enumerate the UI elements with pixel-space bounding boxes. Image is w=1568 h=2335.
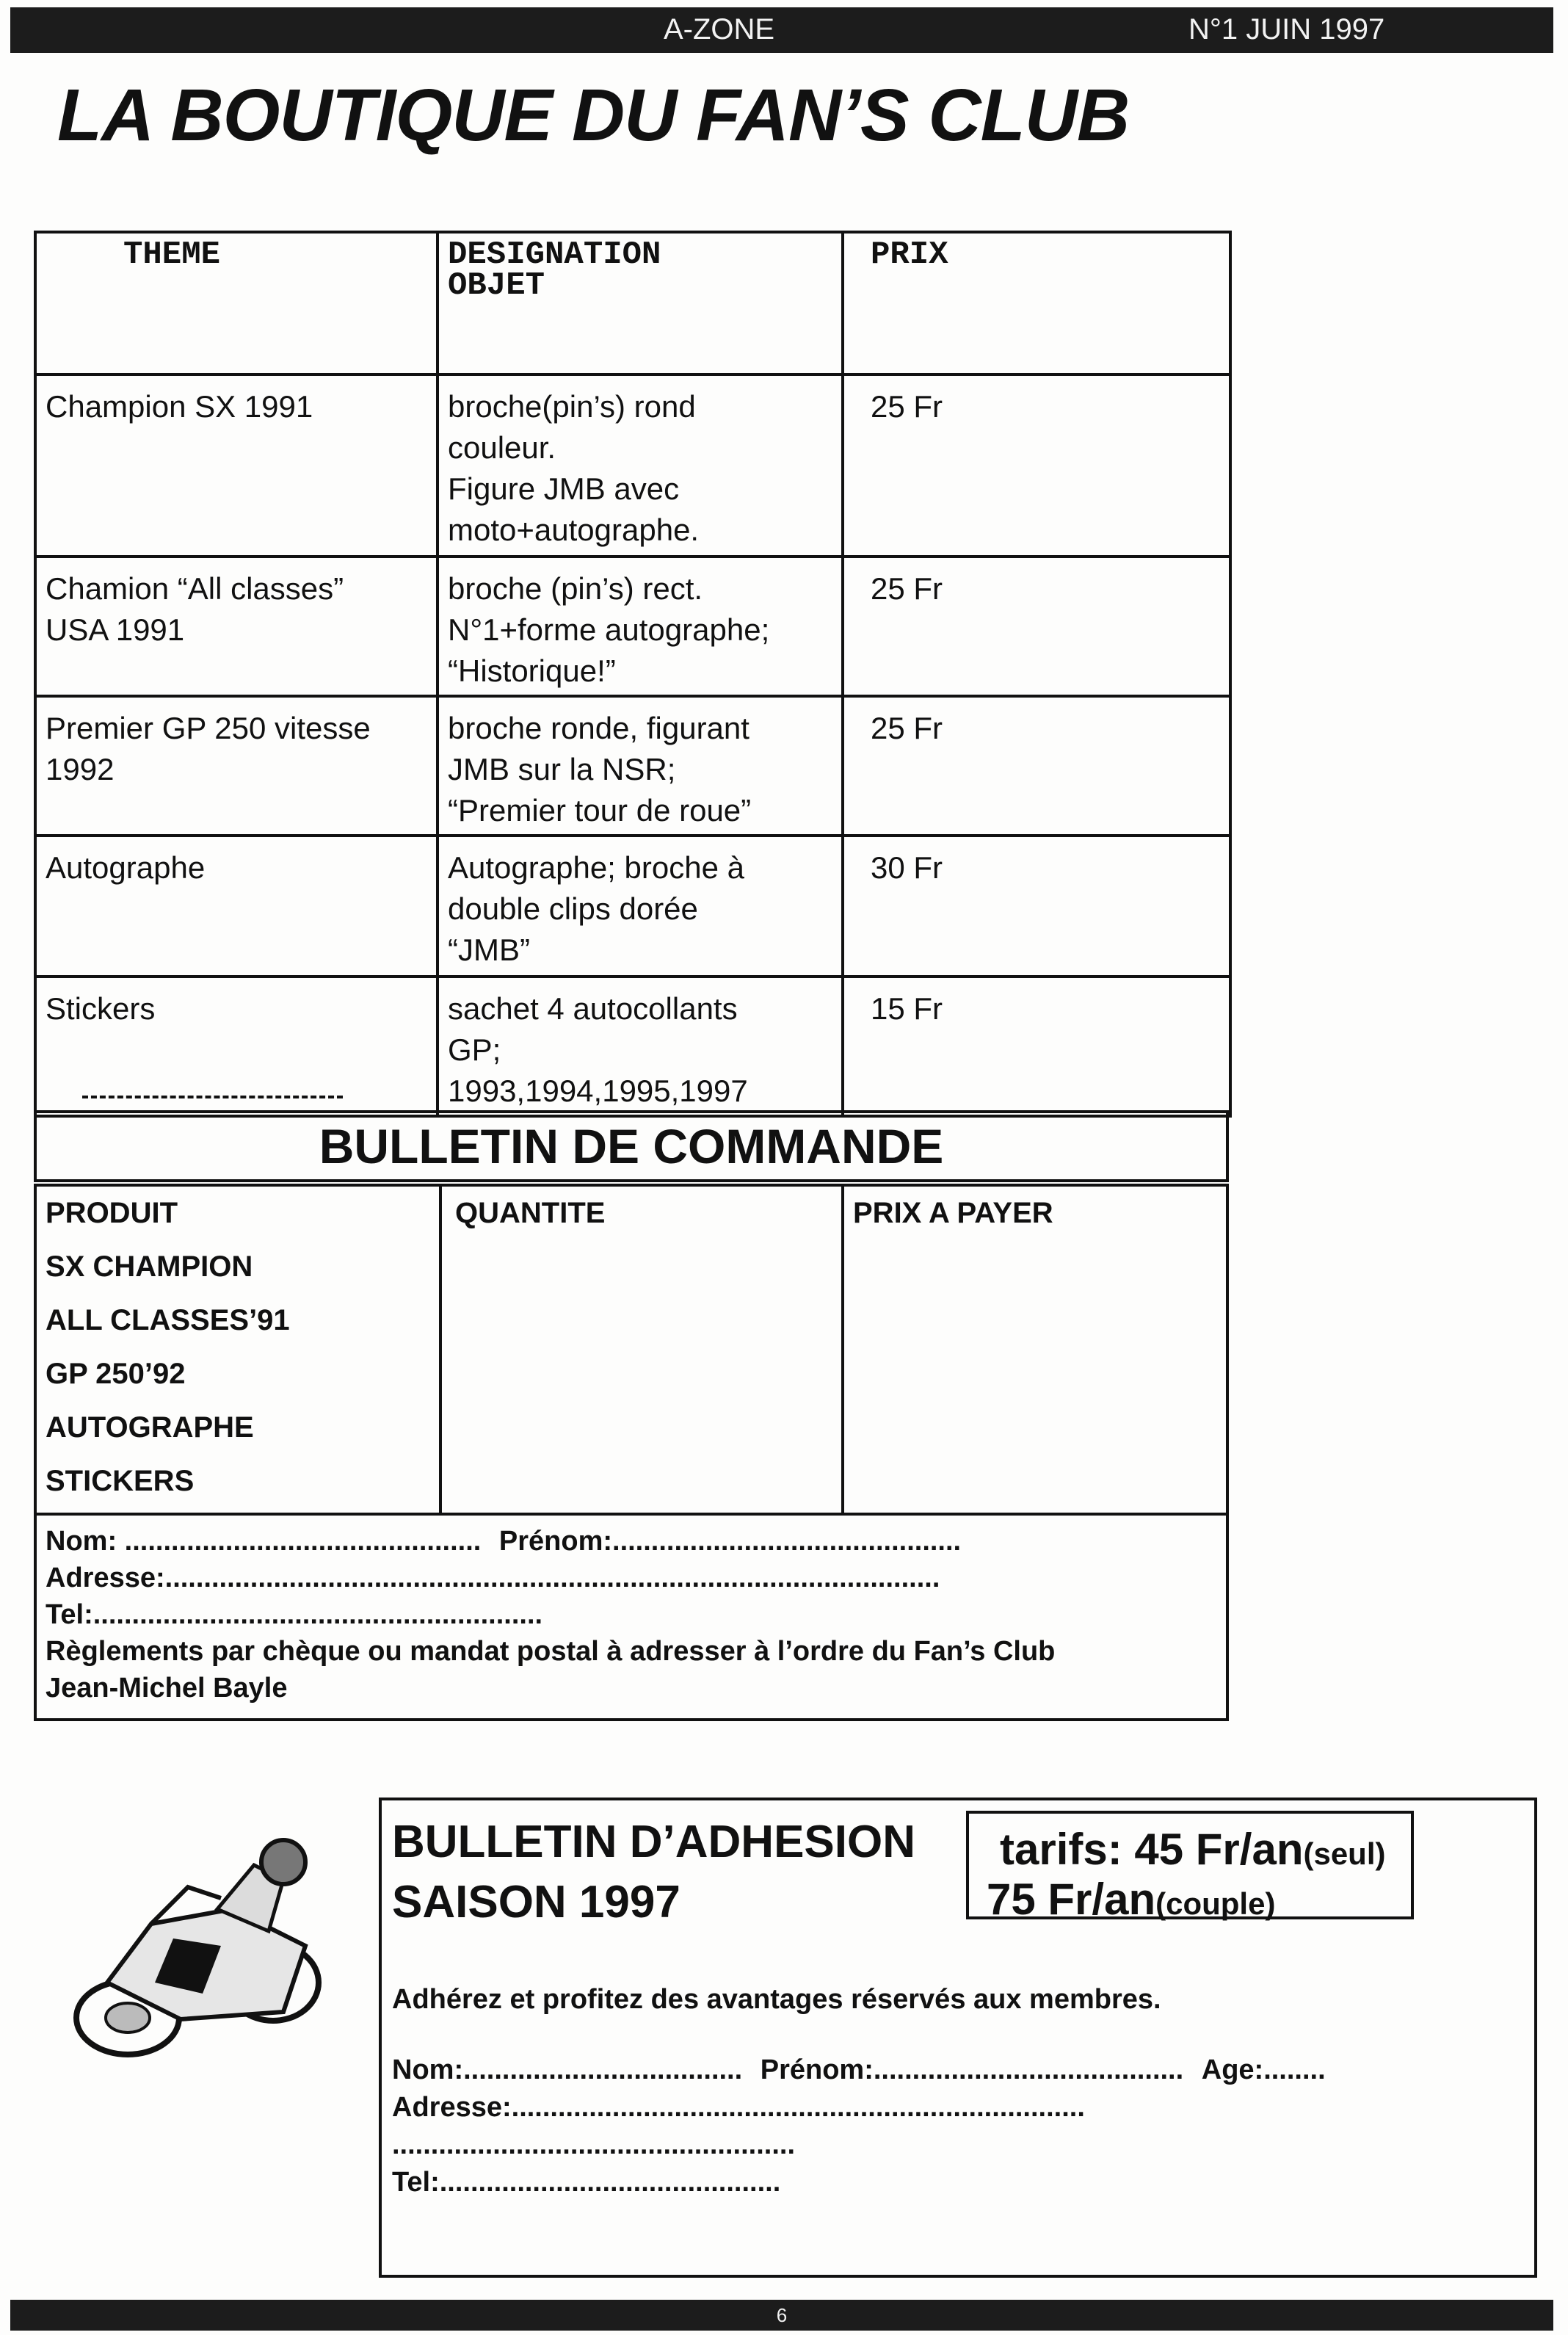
list-item: AUTOGRAPHE (46, 1411, 254, 1444)
membership-nom-field[interactable]: Nom:.................................... (392, 2055, 743, 2085)
cell-line: Autographe; broche à (448, 850, 744, 885)
cell-line: “JMB” (448, 933, 530, 967)
list-item: ALL CLASSES’91 (46, 1304, 290, 1336)
page-title: LA BOUTIQUE DU FAN’S CLUB (57, 74, 1130, 156)
membership-prenom-field[interactable]: Prénom:........................................ (760, 2055, 1184, 2085)
designation-header-line2: OBJET (448, 267, 545, 304)
cell-line: Chamion “All classes” (46, 571, 344, 606)
cell-line: GP; (448, 1032, 501, 1067)
cell-line: N°1+forme autographe; (448, 612, 770, 647)
designation-header (438, 232, 843, 374)
price-cell: 30 Fr (843, 836, 1230, 977)
header-bar (10, 7, 1553, 53)
cell-line: sachet 4 autocollants (448, 991, 738, 1026)
cell-line: USA 1991 (46, 612, 185, 647)
membership-fields (392, 2052, 1326, 2201)
theme-cell (35, 374, 438, 557)
membership-title (392, 1812, 915, 1933)
cell-line: 1993,1994,1995,1997 (448, 1074, 748, 1108)
cell-line: 1992 (46, 752, 115, 786)
name-row (46, 1523, 1055, 1560)
theme-header: THEME (35, 232, 438, 374)
designation-cell (438, 696, 843, 836)
rate-single-price: tarifs: 45 Fr/an (1000, 1825, 1304, 1874)
table-row (35, 696, 1230, 836)
designation-cell (438, 374, 843, 557)
cell-line: double clips dorée (448, 891, 698, 926)
membership-title-line1: BULLETIN D’ADHESION (392, 1817, 915, 1867)
table-row (35, 557, 1230, 696)
address-field[interactable]: Adresse:.................................................................................................... (46, 1563, 940, 1593)
rate-couple-price: 75 Fr/an (987, 1875, 1156, 1924)
rider-helmet (261, 1840, 305, 1884)
price-cell: 25 Fr (843, 696, 1230, 836)
theme-cell (35, 836, 438, 977)
shop-table-header (35, 232, 1230, 374)
cell-line: JMB sur la NSR; (448, 752, 676, 786)
divider (37, 1513, 1226, 1516)
theme-cell (35, 557, 438, 696)
price-header: PRIX (843, 232, 1230, 374)
rates-box (966, 1811, 1414, 1924)
price-cell: 25 Fr (843, 557, 1230, 696)
amount-column[interactable] (844, 1187, 1226, 1513)
cell-line: broche(pin’s) rond (448, 389, 696, 424)
rate-single (1000, 1824, 1385, 1875)
membership-tel-field[interactable]: Tel:............................................ (392, 2167, 781, 2198)
front-brake-disc (106, 2003, 150, 2032)
nom-field[interactable]: Nom: .............................................. (46, 1526, 482, 1557)
product-list (46, 1250, 290, 1518)
membership-form (379, 1798, 1537, 2278)
membership-season: SAISON 1997 (392, 1877, 680, 1927)
membership-address-continued[interactable]: .................................................... (392, 2129, 795, 2160)
quantity-column[interactable] (439, 1187, 844, 1513)
designation-cell (438, 557, 843, 696)
amount-header: PRIX A PAYER (853, 1197, 1053, 1229)
payment-recipient: Jean-Michel Bayle (46, 1673, 288, 1704)
rate-couple-label: (couple) (1155, 1886, 1276, 1921)
prenom-field[interactable]: Prénom:............................................. (498, 1526, 962, 1557)
magazine-name: A-ZONE (664, 13, 775, 46)
order-form-title: BULLETIN DE COMMANDE (34, 1110, 1229, 1182)
cut-line (82, 1096, 343, 1098)
tel-field[interactable]: Tel:.......................................................... (46, 1599, 543, 1630)
table-row (35, 374, 1230, 557)
cell-line: moto+autographe. (448, 513, 700, 547)
shop-table (34, 231, 1232, 1118)
cell-line: broche (pin’s) rect. (448, 571, 703, 606)
product-header: PRODUIT (46, 1197, 178, 1229)
theme-cell (35, 696, 438, 836)
payment-instructions: Règlements par chèque ou mandat postal à adresser à l’ordre du Fan’s Club (46, 1636, 1056, 1667)
cell-line: Stickers (46, 991, 156, 1026)
issue-date: N°1 JUIN 1997 (1188, 13, 1385, 46)
membership-age-field[interactable]: Age:........ (1201, 2055, 1326, 2085)
membership-address-field[interactable]: Adresse:.......................................................................... (392, 2092, 1085, 2123)
cell-line: Figure JMB avec (448, 471, 680, 506)
quantity-header: QUANTITE (455, 1197, 606, 1229)
rate-single-label: (seul) (1303, 1836, 1386, 1871)
list-item: STICKERS (46, 1465, 195, 1497)
cell-line: broche ronde, figurant (448, 711, 749, 745)
membership-intro: Adhérez et profitez des avantages réservés aux membres. (392, 1984, 1161, 2015)
product-column (37, 1187, 442, 1513)
page-number: 6 (776, 2304, 788, 2326)
cell-line: couleur. (448, 430, 556, 465)
cell-line: “Premier tour de roue” (448, 793, 752, 828)
membership-name-row (392, 2052, 1326, 2089)
designation-header-line1: DESIGNATION (448, 236, 661, 273)
designation-cell (438, 836, 843, 977)
cell-line: Champion SX 1991 (46, 389, 313, 424)
cell-line: Premier GP 250 vitesse (46, 711, 371, 745)
customer-details (46, 1523, 1055, 1706)
order-form (34, 1184, 1229, 1721)
rate-couple (987, 1874, 1275, 1925)
footer-bar (10, 2300, 1553, 2331)
list-item: GP 250’92 (46, 1358, 186, 1390)
cell-line: Autographe (46, 850, 206, 885)
motorcycle-illustration (63, 1836, 357, 2071)
table-row (35, 836, 1230, 977)
designation-cell (438, 977, 843, 1116)
price-cell: 15 Fr (843, 977, 1230, 1116)
cell-line: “Historique!” (448, 654, 616, 688)
list-item: SX CHAMPION (46, 1250, 253, 1283)
price-cell: 25 Fr (843, 374, 1230, 557)
